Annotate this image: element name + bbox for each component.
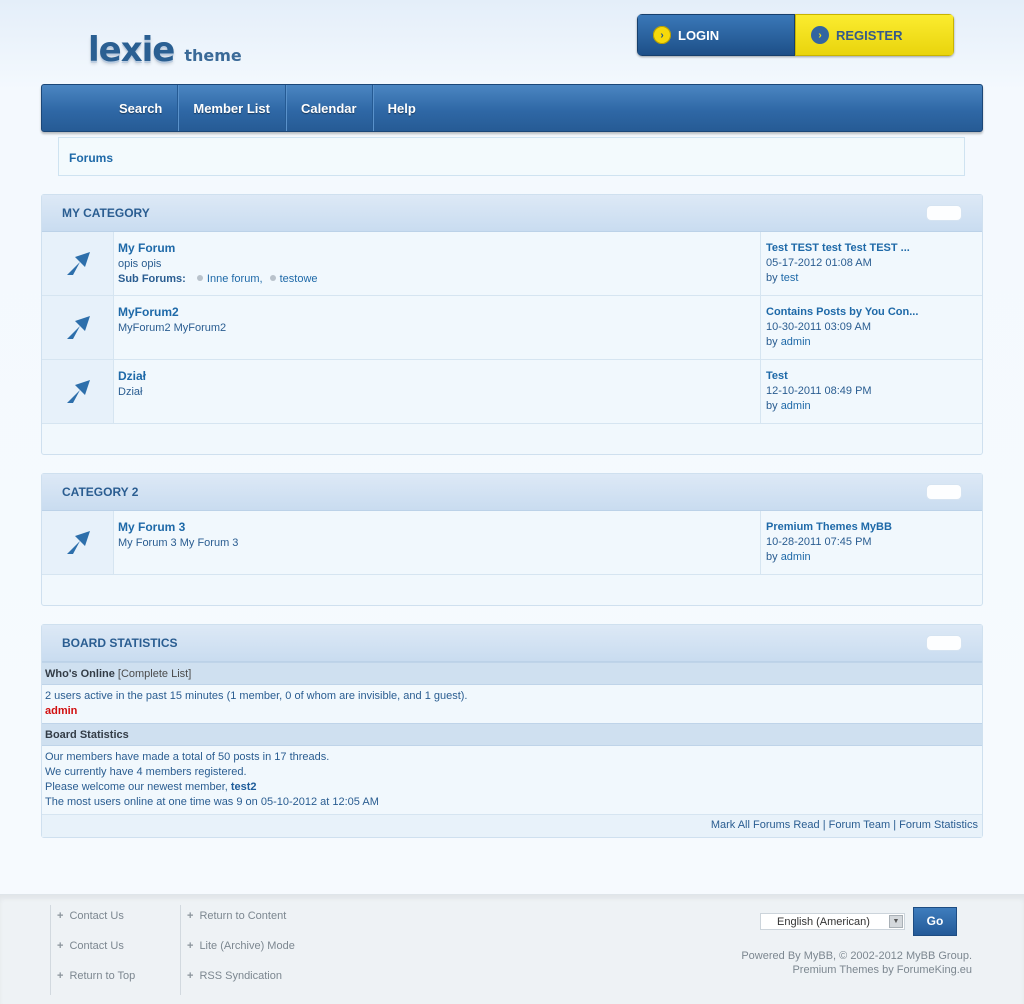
last-post-date: 12-10-2011 08:49 PM [766, 385, 872, 397]
chevron-down-icon: ▼ [889, 915, 903, 928]
arrow-right-icon: › [653, 26, 671, 44]
footer-rss-link[interactable]: + RSS Syndication [187, 970, 282, 982]
stats-posts: Our members have made a total of 50 posts in 17 threads. [45, 751, 330, 763]
logo-subtext: theme [184, 46, 242, 65]
last-post-user[interactable]: admin [780, 400, 811, 412]
forum-row [42, 232, 982, 296]
powered-by-text: Powered By MyBB, © 2002-2012 MyBB Group. [741, 950, 972, 962]
forum-row [42, 360, 982, 424]
login-button[interactable] [637, 14, 795, 56]
forum-statistics-link[interactable]: Forum Statistics [899, 819, 978, 831]
whos-online-link[interactable]: Who's Online [45, 668, 115, 680]
last-post-link[interactable]: Contains Posts by You Con... [766, 306, 919, 318]
collapse-toggle[interactable] [926, 205, 962, 221]
whos-online-body [42, 685, 982, 723]
plus-icon: + [57, 910, 64, 922]
breadcrumb [58, 137, 965, 176]
last-post-user[interactable]: test [780, 272, 799, 284]
separator: | [893, 819, 897, 831]
register-label: REGISTER [836, 27, 903, 43]
plus-icon: + [187, 940, 194, 952]
page-footer [0, 894, 1024, 1004]
last-post-date: 10-28-2011 07:45 PM [766, 536, 872, 548]
site-logo[interactable] [88, 30, 242, 70]
category-header [42, 474, 982, 511]
stats-most-online: The most users online at one time was 9 on 05-10-2012 at 12:05 AM [45, 796, 379, 808]
plus-icon: + [187, 970, 194, 982]
stats-header [42, 625, 982, 662]
subforums [118, 272, 756, 287]
stats-footer-links [42, 814, 982, 837]
last-post [760, 360, 982, 423]
board-stats-header: Board Statistics [42, 723, 982, 746]
last-post [760, 296, 982, 359]
collapse-toggle[interactable] [926, 635, 962, 651]
main-nav [41, 84, 983, 132]
category-table-category-2 [41, 473, 983, 606]
arrow-right-icon: › [811, 26, 829, 44]
nav-calendar[interactable]: Calendar [286, 85, 373, 131]
nav-help[interactable]: Help [387, 100, 416, 116]
forum-description: opis opis [118, 258, 162, 270]
last-post-user[interactable]: admin [780, 336, 811, 348]
category-footer [42, 575, 982, 605]
forum-status-icon [42, 296, 114, 359]
forum-row [42, 296, 982, 360]
board-stats-body [42, 746, 982, 814]
forum-status-icon [42, 232, 114, 295]
last-post-by: by [766, 400, 778, 412]
forum-team-link[interactable]: Forum Team [828, 819, 891, 831]
footer-contact-link[interactable]: + Contact Us [57, 940, 124, 952]
last-post-link[interactable]: Premium Themes MyBB [766, 521, 892, 533]
footer-links-col-2 [180, 905, 295, 995]
forum-description: Dział [118, 386, 143, 398]
plus-icon: + [57, 940, 64, 952]
logo-text: lexie [88, 30, 175, 70]
forum-row [42, 511, 982, 575]
register-button[interactable] [795, 14, 954, 56]
subforum-dot-icon [270, 275, 276, 281]
last-post-link[interactable]: Test [766, 370, 788, 382]
theme-credit-text: Premium Themes by ForumeKing.eu [792, 964, 972, 976]
last-post-by: by [766, 551, 778, 563]
plus-icon: + [57, 970, 64, 982]
stats-title: BOARD STATISTICS [62, 636, 178, 650]
active-users-text: 2 users active in the past 15 minutes (1 member, 0 of whom are invisible, and 1 guest). [45, 690, 468, 702]
stats-welcome: Please welcome our newest member, [45, 781, 228, 793]
footer-return-top-link[interactable]: + Return to Top [57, 970, 136, 982]
category-footer [42, 424, 982, 454]
newest-member-link[interactable]: test2 [230, 781, 257, 793]
footer-contact-link[interactable]: + Contact Us [57, 910, 124, 922]
subforums-label: Sub Forums: [118, 273, 186, 285]
last-post [760, 232, 982, 295]
stats-members: We currently have 4 members registered. [45, 766, 247, 778]
language-value: English (American) [777, 916, 870, 928]
forum-description: My Forum 3 My Forum 3 [118, 537, 239, 549]
collapse-toggle[interactable] [926, 484, 962, 500]
category-title[interactable]: CATEGORY 2 [62, 485, 139, 499]
nav-search[interactable]: Search [104, 85, 178, 131]
separator: | [822, 819, 826, 831]
last-post-link[interactable]: Test TEST test Test TEST ... [766, 242, 910, 254]
footer-links-col-1 [50, 905, 135, 995]
copyright [741, 949, 972, 977]
last-post-by: by [766, 272, 778, 284]
last-post-by: by [766, 336, 778, 348]
breadcrumb-forums-link[interactable]: Forums [69, 151, 114, 165]
last-post-date: 10-30-2011 03:09 AM [766, 321, 871, 333]
forum-status-icon [42, 360, 114, 423]
go-button[interactable]: Go [913, 907, 957, 936]
category-header [42, 195, 982, 232]
footer-lite-mode-link[interactable]: + Lite (Archive) Mode [187, 940, 295, 952]
board-statistics-table [41, 624, 983, 838]
forum-status-icon [42, 511, 114, 574]
nav-member-list[interactable]: Member List [178, 85, 286, 131]
last-post-user[interactable]: admin [780, 551, 811, 563]
subforum-link[interactable]: Inne forum, [206, 273, 263, 285]
language-select[interactable] [760, 913, 905, 930]
last-post [760, 511, 982, 574]
forum-description: MyForum2 MyForum2 [118, 322, 227, 334]
complete-list-link[interactable]: [Complete List] [117, 668, 192, 680]
forum-title-link[interactable]: My Forum 3 [118, 520, 186, 534]
whos-online-header [42, 662, 982, 685]
forum-title-link[interactable]: My Forum [118, 241, 176, 255]
mark-all-read-link[interactable]: Mark All Forums Read [710, 819, 820, 831]
subforum-link[interactable]: testowe [279, 273, 318, 285]
subforum-dot-icon [197, 275, 203, 281]
login-label: LOGIN [678, 27, 720, 43]
category-table-my-category [41, 194, 983, 455]
auth-buttons [637, 14, 954, 56]
forum-title-link[interactable]: Dział [118, 369, 147, 383]
plus-icon: + [187, 910, 194, 922]
online-user-link[interactable]: admin [45, 705, 78, 717]
footer-return-content-link[interactable]: + Return to Content [187, 910, 287, 922]
last-post-date: 05-17-2012 01:08 AM [766, 257, 872, 269]
category-title[interactable]: MY CATEGORY [62, 206, 150, 220]
forum-title-link[interactable]: MyForum2 [118, 305, 179, 319]
